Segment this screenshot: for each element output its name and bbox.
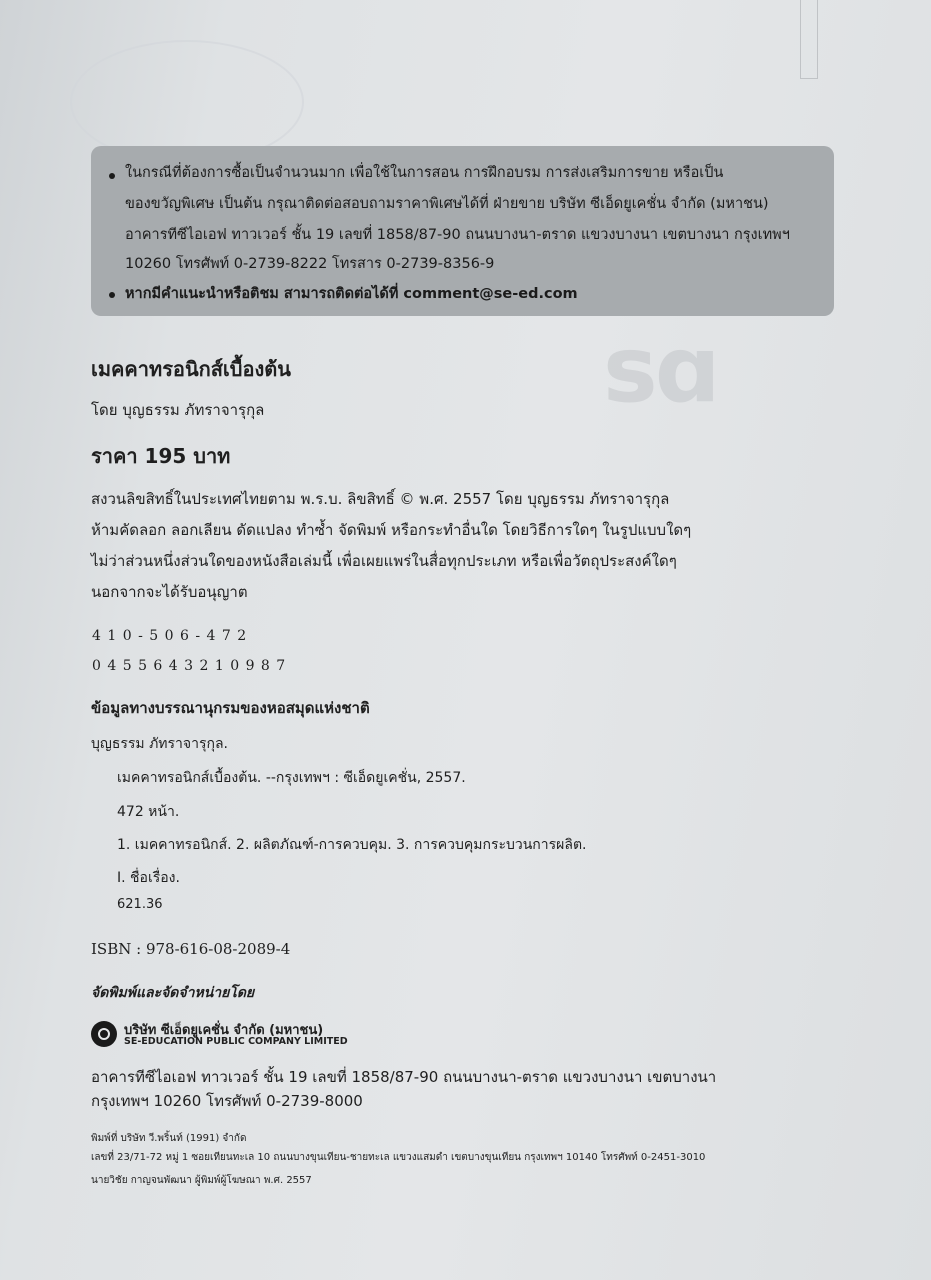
notice-line-2: ของขวัญพิเศษ เป็นต้น กรุณาติดต่อสอบถามราคาพิเศษได้ที่ ฝ่ายขาย บริษัท ซีเอ็ดยูเคชั่น จำกัด (มหาชน) — [125, 196, 769, 212]
cataloging-title-entry: I. ชื่อเรื่อง. — [117, 870, 180, 886]
cataloging-imprint: เมคคาทรอนิกส์เบื้องต้น. --กรุงเทพฯ : ซีเอ็ดยูเคชั่น, 2557. — [117, 770, 466, 786]
copyright-line-2: ห้ามคัดลอก ลอกเลียน ดัดแปลง ทำซ้ำ จัดพิมพ์ หรือกระทำอื่นใด โดยวิธีการใดๆ ในรูปแบบใดๆ — [91, 521, 692, 539]
publisher-heading: จัดพิมพ์และจัดจำหน่ายโดย — [91, 985, 255, 1001]
code-line-1: 4 1 0 - 5 0 6 - 4 7 2 — [92, 628, 248, 644]
printer-line-2: เลขที่ 23/71-72 หมู่ 1 ซอยเทียนทะเล 10 ถนนบางขุนเทียน-ชายทะเล แขวงแสมดำ เขตบางขุนเทียน กรุงเทพฯ 10140 โทรศัพท์ 0-2451-3010 — [91, 1152, 706, 1163]
cataloging-class-number: 621.36 — [117, 897, 163, 912]
cataloging-author: บุญธรรม ภัทราจารุกุล. — [91, 736, 229, 752]
cataloging-pages: 472 หน้า. — [117, 804, 180, 820]
copyright-line-4: นอกจากจะได้รับอนุญาต — [91, 583, 248, 601]
copyright-line-3: ไม่ว่าส่วนหนึ่งส่วนใดของหนังสือเล่มนี้ เพื่อเผยแพร่ในสื่อทุกประเภท หรือเพื่อวัตถุประสงค์ใดๆ — [91, 552, 677, 570]
copyright-line-1: สงวนลิขสิทธิ์ในประเทศไทยตาม พ.ร.บ. ลิขสิทธิ์ © พ.ศ. 2557 โดย บุญธรรม ภัทราจารุกุล — [91, 490, 670, 508]
publisher-address-1: อาคารทีซีไอเอฟ ทาวเวอร์ ชั้น 19 เลขที่ 1858/87-90 ถนนบางนา-ตราด แขวงบางนา เขตบางนา — [91, 1068, 717, 1086]
publisher-name-en: SE-EDUCATION PUBLIC COMPANY LIMITED — [124, 1036, 348, 1047]
notice-line-3: อาคารทีซีไอเอฟ ทาวเวอร์ ชั้น 19 เลขที่ 1858/87-90 ถนนบางนา-ตราด แขวงบางนา เขตบางนา กรุงเทพฯ — [125, 227, 790, 243]
cataloging-subjects: 1. เมคคาทรอนิกส์. 2. ผลิตภัณฑ์-การควบคุม. 3. การควบคุมกระบวนการผลิต. — [117, 837, 587, 853]
code-line-2: 0 4 5 5 6 4 3 2 1 0 9 8 7 — [92, 658, 287, 674]
publisher-address-2: กรุงเทพฯ 10260 โทรศัพท์ 0-2739-8000 — [91, 1092, 363, 1110]
isbn: ISBN : 978-616-08-2089-4 — [91, 940, 291, 958]
publisher-name-th: บริษัท ซีเอ็ดยูเคชั่น จำกัด (มหาชน) — [124, 1023, 324, 1038]
bullet-icon — [109, 292, 115, 298]
bulk-order-notice — [91, 146, 834, 316]
se-ed-logo-icon — [91, 1021, 117, 1047]
printer-line-1: พิมพ์ที่ บริษัท วี.พริ้นท์ (1991) จำกัด — [91, 1133, 247, 1144]
book-price: ราคา 195 บาท — [91, 444, 231, 468]
bleed-through-frame — [800, 0, 818, 79]
printer-line-3: นายวิชัย กาญจนพัฒนา ผู้พิมพ์ผู้โฆษณา พ.ศ. 2557 — [91, 1175, 312, 1186]
notice-line-1: ในกรณีที่ต้องการซื้อเป็นจำนวนมาก เพื่อใช้ในการสอน การฝึกอบรม การส่งเสริมการขาย หรือเป็น — [125, 165, 724, 181]
notice-line-4: 10260 โทรศัพท์ 0-2739-8222 โทรสาร 0-2739-8356-9 — [125, 256, 495, 272]
feedback-line: หากมีคำแนะนำหรือติชม สามารถติดต่อได้ที่ comment@se-ed.com — [125, 286, 578, 302]
book-title: เมคคาทรอนิกส์เบื้องต้น — [91, 357, 291, 381]
book-author: โดย บุญธรรม ภัทราจารุกุล — [91, 401, 265, 419]
cataloging-heading: ข้อมูลทางบรรณานุกรมของหอสมุดแห่งชาติ — [91, 699, 370, 717]
bullet-icon — [109, 173, 115, 179]
bleed-through-letters: ɒƨ — [600, 316, 721, 423]
